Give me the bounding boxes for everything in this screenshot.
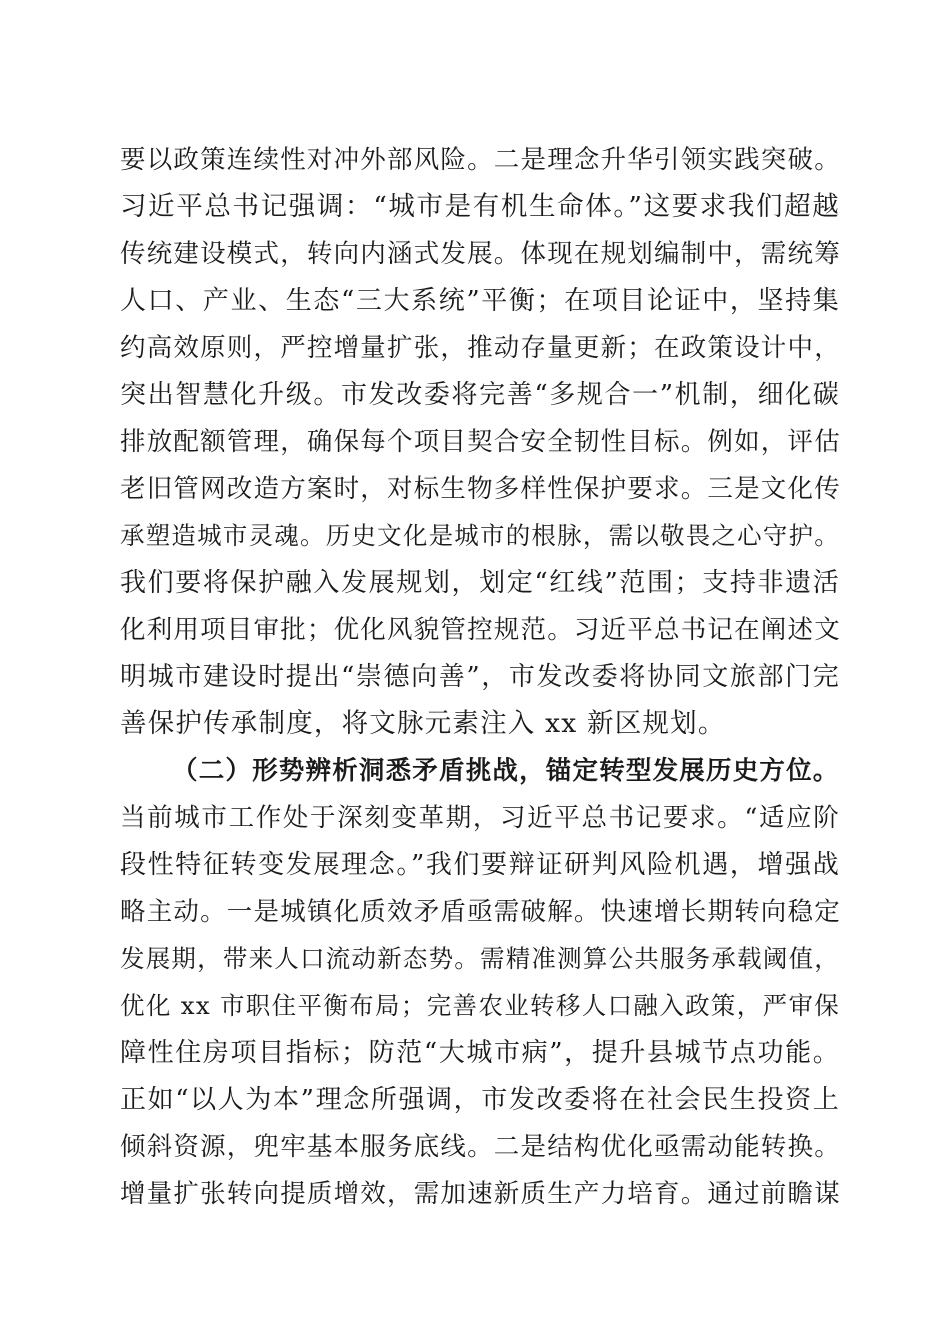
body-text-line: 发展期，带来人口流动新态势。需精准测算公共服务承载阈值， [120, 944, 840, 973]
body-text-line: 段性特征转变发展理念。”我们要辩证研判风险机遇，增强战 [120, 850, 840, 880]
section-heading: （二）形势辨析洞悉矛盾挑战，锚定转型发展历史方位。 [172, 756, 840, 786]
body-text-line: 略主动。一是城镇化质效矛盾亟需破解。快速增长期转向稳定 [120, 897, 841, 927]
body-text-line: 人口、产业、生态“三大系统”平衡；在项目论证中，坚持集 [120, 286, 840, 316]
body-text-line: 突出智慧化升级。市发改委将完善“多规合一”机制，细化碳 [120, 380, 840, 410]
body-text-line: 排放配额管理，确保每个项目契合安全韧性目标。例如，评估 [120, 427, 841, 457]
body-text-line: 明城市建设时提出“崇德向善”，市发改委将协同文旅部门完 [120, 662, 840, 692]
body-text-line: 承塑造城市灵魂。历史文化是城市的根脉，需以敬畏之心守护。 [120, 521, 840, 550]
body-text-line: 约高效原则，严控增量扩张，推动存量更新；在政策设计中， [120, 333, 841, 363]
body-text-line: 我们要将保护融入发展规划，划定“红线”范围；支持非遗活 [120, 568, 840, 598]
body-text-line: 正如“以人为本”理念所强调，市发改委将在社会民生投资上 [120, 1085, 840, 1115]
body-text-line: 优化 xx 市职住平衡布局；完善农业转移人口融入政策，严审保 [120, 991, 840, 1020]
body-text-line: 增量扩张转向提质增效，需加速新质生产力培育。通过前瞻谋 [120, 1179, 841, 1209]
body-text-line: 老旧管网改造方案时，对标生物多样性保护要求。三是文化传 [120, 474, 841, 504]
body-text-line: 善保护传承制度，将文脉元素注入 xx 新区规划。 [120, 708, 726, 739]
body-text-line: 要以政策连续性对冲外部风险。二是理念升华引领实践突破。 [120, 145, 841, 175]
body-text-line: 传统建设模式，转向内涵式发展。体现在规划编制中，需统筹 [120, 239, 841, 269]
body-text-line: 化利用项目审批；优化风貌管控规范。习近平总书记在阐述文 [120, 615, 841, 645]
body-text-line: 当前城市工作处于深刻变革期，习近平总书记要求。“适应阶 [120, 803, 840, 833]
body-text-line: 习近平总书记强调：“城市是有机生命体。”这要求我们超越 [120, 191, 840, 222]
body-text-line: 障性住房项目指标；防范“大城市病”，提升县城节点功能。 [120, 1038, 840, 1068]
body-text-line: 倾斜资源，兜牢基本服务底线。二是结构优化亟需动能转换。 [120, 1132, 841, 1162]
